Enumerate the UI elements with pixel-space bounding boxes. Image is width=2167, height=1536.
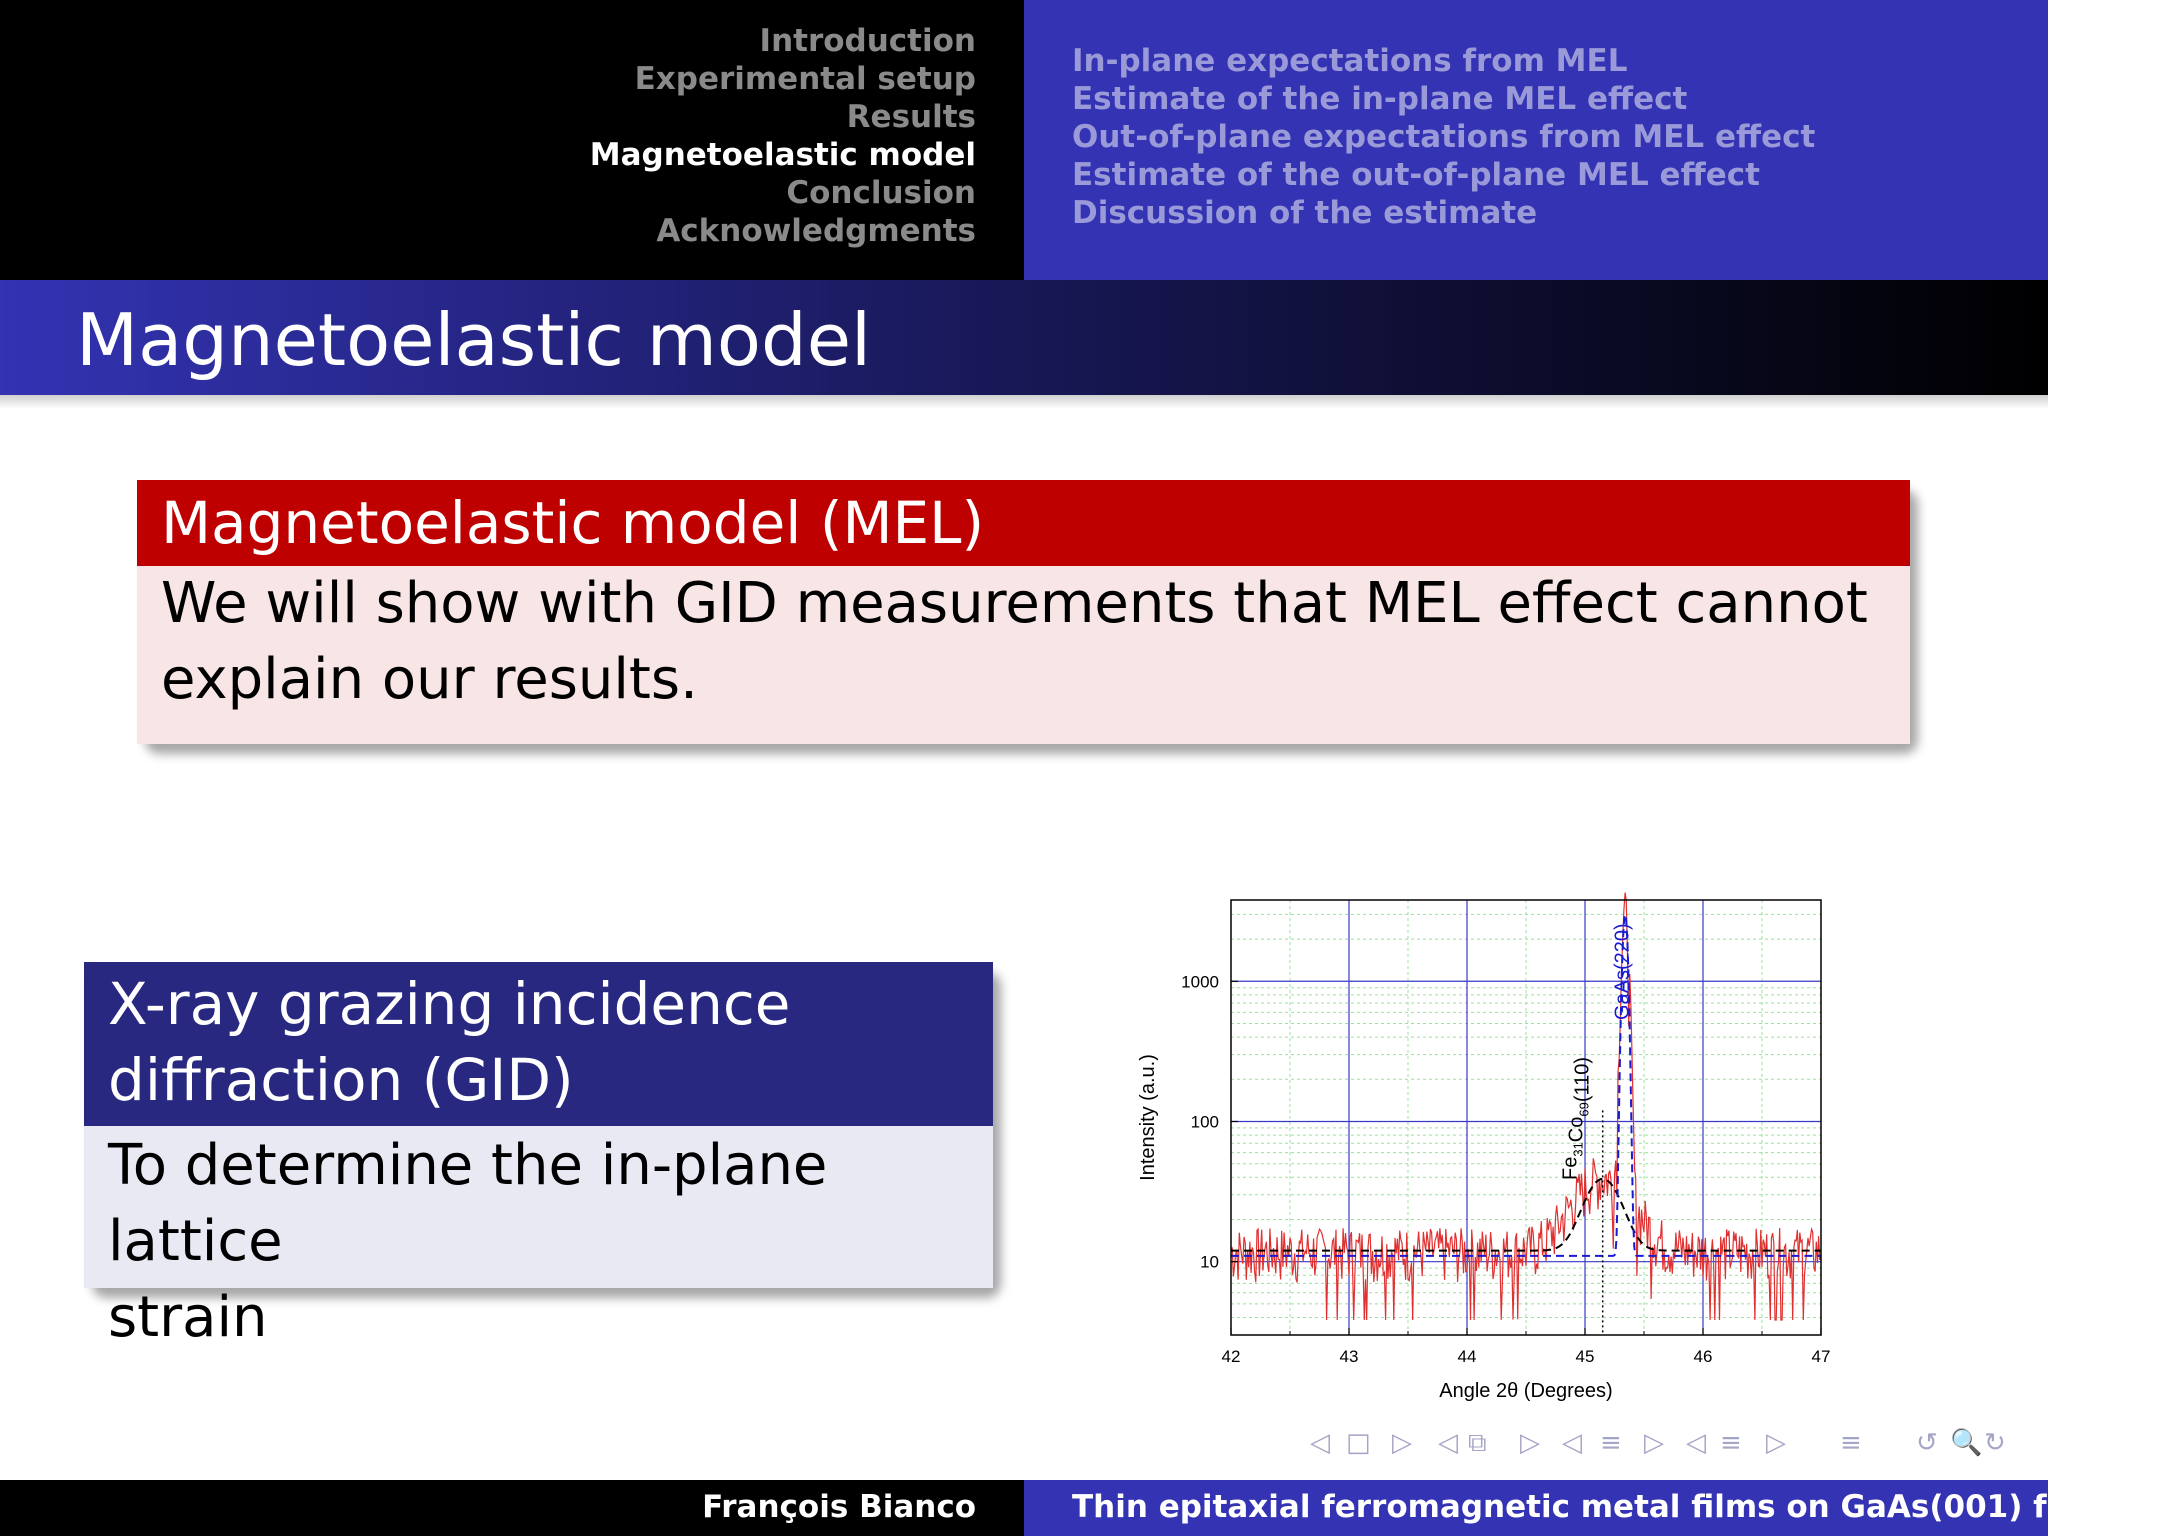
x-axis-label: Angle 2θ (Degrees) [1439,1380,1613,1402]
mel-body-line: explain our results. [161,647,698,712]
gid-block [84,962,993,1350]
nav-symbol-icon[interactable]: ≡ [1720,1428,1742,1458]
nav-symbol-icon[interactable]: ⧉ [1468,1428,1487,1458]
nav-symbol-icon[interactable]: ▷ [1644,1428,1664,1458]
annotation-text: (110) [1571,1056,1594,1103]
chart-ticks [1181,972,1830,1366]
nav-symbol-icon[interactable]: ◁ [1310,1428,1330,1458]
subsection-item[interactable]: In-plane expectations from MEL [1072,43,1628,79]
nav-symbol-icon[interactable]: ↺ [1916,1428,1938,1458]
nav-symbol-icon[interactable]: ≡ [1600,1428,1622,1458]
gid-title-line: diffraction (GID) [108,1046,574,1114]
section-introduction[interactable]: Introduction [759,23,976,59]
y-tick-label: 1000 [1181,972,1219,992]
gid-block-body [84,1126,993,1350]
footer-title-panel [1024,1480,2167,1536]
nav-symbol-icon[interactable]: ▷ [1766,1428,1786,1458]
annotation-text: Co [1565,1116,1588,1143]
x-tick-label: 44 [1457,1347,1477,1366]
fe-co-peak-annotation [1560,1057,1594,1180]
gid-body-line: strain [108,1285,268,1350]
chart-grid [1231,900,1821,1335]
x-tick-label: 43 [1339,1347,1359,1366]
subsection-item[interactable]: Discussion of the estimate [1072,195,1538,231]
fit-curve-line [1231,914,1821,1256]
mel-body-line: We will show with GID measurements that MEL effect cannot [161,571,1868,636]
header-navigation [0,0,2048,280]
nav-symbol-icon[interactable]: ≡ [1840,1428,1862,1458]
mel-block-title: Magnetoelastic model (MEL) [137,480,1910,566]
section-conclusion[interactable]: Conclusion [786,175,976,211]
subsection-item[interactable]: Out-of-plane expectations from MEL effect [1072,119,1816,155]
annotation-subscript: 69 [1576,1102,1592,1117]
section-acknowledgments[interactable]: Acknowledgments [656,213,976,249]
gid-block-title [84,962,993,1126]
x-tick-label: 45 [1575,1347,1595,1366]
section-nav-panel [0,0,1024,280]
nav-symbol-icon[interactable]: ▷ [1520,1428,1540,1458]
nav-symbol-icon[interactable]: ◁ [1686,1428,1706,1458]
annotation-text: Fe [1559,1156,1582,1180]
x-tick-label: 46 [1693,1347,1713,1366]
chart-labels [1137,923,1634,1402]
nav-symbol-icon[interactable]: 🔍 [1950,1428,1983,1458]
nav-symbol-icon[interactable]: ◁ [1438,1428,1458,1458]
footer-author: François Bianco [702,1489,976,1525]
x-tick-label: 42 [1221,1347,1241,1366]
subsection-item[interactable]: Estimate of the out-of-plane MEL effect [1072,157,1760,193]
footer [0,1480,2167,1536]
subsection-list [1072,42,1815,232]
subsection-item[interactable]: Estimate of the in-plane MEL effect [1072,81,1688,117]
gaas-peak-annotation: GaAs(220) [1611,923,1634,1020]
mel-alert-block [137,480,1910,744]
footer-title: Thin epitaxial ferromagnetic metal films on GaAs(001) for spin [1072,1489,2167,1525]
nav-symbol-icon[interactable]: ◁ [1562,1428,1582,1458]
slide-title: Magnetoelastic model [76,298,871,382]
gid-diffraction-chart [1120,880,1860,1420]
footer-author-panel [0,1480,1024,1536]
annotation-subscript: 31 [1570,1142,1586,1157]
nav-symbol-icon[interactable]: □ [1346,1428,1371,1458]
gid-body-line: To determine the in-plane lattice [108,1133,828,1274]
frame-title-bar [0,280,2048,395]
x-tick-label: 47 [1811,1347,1831,1366]
section-list [590,22,976,250]
y-axis-label: Intensity (a.u.) [1137,1054,1159,1181]
gid-title-line: X-ray grazing incidence [108,970,791,1038]
y-tick-label: 100 [1190,1112,1219,1132]
subsection-nav-panel [1024,0,2048,280]
mel-block-body [137,566,1910,744]
y-tick-label: 10 [1200,1252,1219,1272]
title-shadow [0,395,2048,409]
section-results[interactable]: Results [846,99,976,135]
nav-symbol-icon[interactable]: ▷ [1392,1428,1412,1458]
nav-symbol-icon[interactable]: ↻ [1984,1428,2006,1458]
section-magnetoelastic-model[interactable]: Magnetoelastic model [589,137,976,173]
section-experimental-setup[interactable]: Experimental setup [634,61,976,97]
